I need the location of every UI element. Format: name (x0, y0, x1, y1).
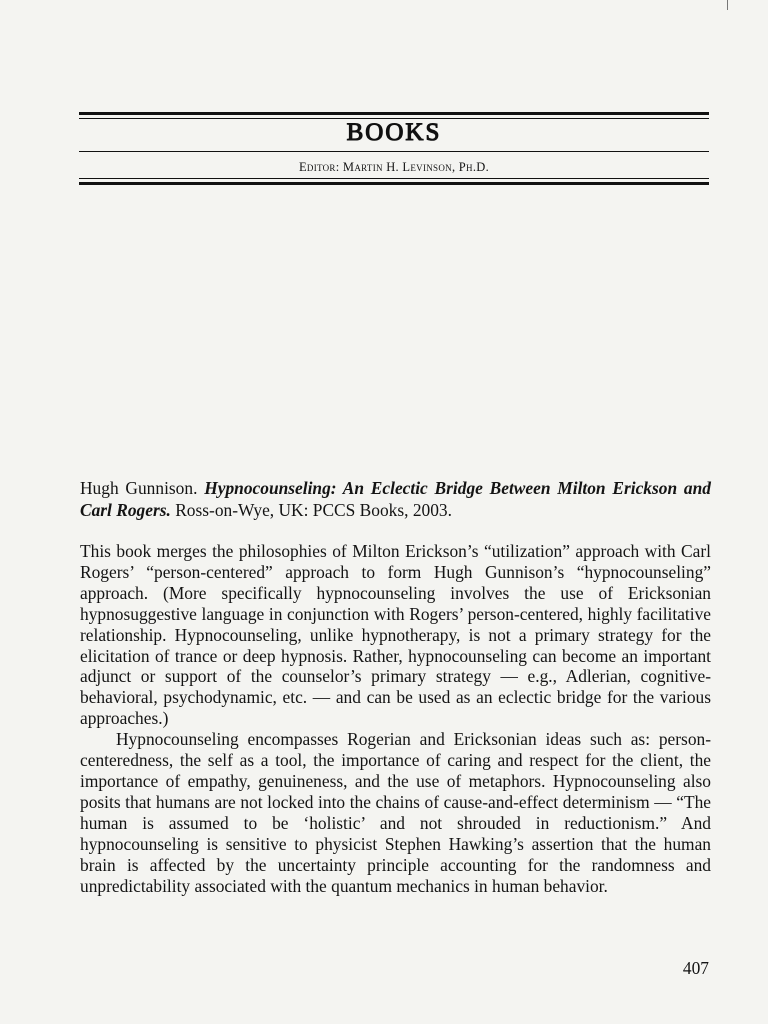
citation-book-title: Hypnocounseling: An Eclectic Bridge Between Milton Erickson and Carl Rogers. (80, 478, 711, 520)
page-edge-mark (727, 0, 728, 10)
editor-line: Editor: Martin H. Levinson, Ph.D. (298, 160, 490, 174)
review-paragraph-1: This book merges the philosophies of Milton Erickson’s “utilization” approach with Carl Rogers’ “person-centered” approach to form Hugh Gunnison’s “hypnocounseling” approach. (More specifically hypnocounseling involves the use of Ericksonian hypnosuggestive language in conjunction with Rogers’ person-centered, highly facilitative relationship. Hypnocounseling, unlike hypnotherapy, is not a primary strategy for the elicitation of trance or deep hypnosis. Rather, hypnocounseling can become an important adjunct or support of the counselor’s primary strategy — e.g., Adlerian, cognitive-behavioral, psychodynamic, etc. — and can be used as an eclectic bridge for the various approaches.) (80, 541, 711, 729)
citation-author: Hugh Gunnison. (80, 478, 198, 498)
citation-publication: Ross-on-Wye, UK: PCCS Books, 2003. (175, 500, 452, 520)
review-paragraph-2: Hypnocounseling encompasses Rogerian and Ericksonian ideas such as: person-centeredness, the self as a tool, the importance of caring and respect for the client, the importance of empathy, genuineness, and the use of metaphors. Hypnocounseling also posits that humans are not locked into the chains of cause-and-effect determinism — “The human is assumed to be ‘holistic’ and not shrouded in reductionism.” And hypnocounseling is sensitive to physicist Stephen Hawking’s assertion that the human brain is affected by the uncertainty principle accounting for the randomness and unpredictability associated with the quantum mechanics in human behavior. (80, 729, 711, 896)
header-top-thick-rule (79, 112, 709, 115)
header-bottom-thick-rule (79, 182, 709, 185)
book-citation (80, 477, 711, 521)
page-number: 407 (682, 958, 709, 978)
header-middle-rule (79, 151, 709, 152)
review-body (80, 541, 711, 896)
header-bottom-thin-rule (79, 178, 709, 179)
section-title (79, 118, 709, 148)
section-title-text: BOOKS (346, 119, 442, 146)
